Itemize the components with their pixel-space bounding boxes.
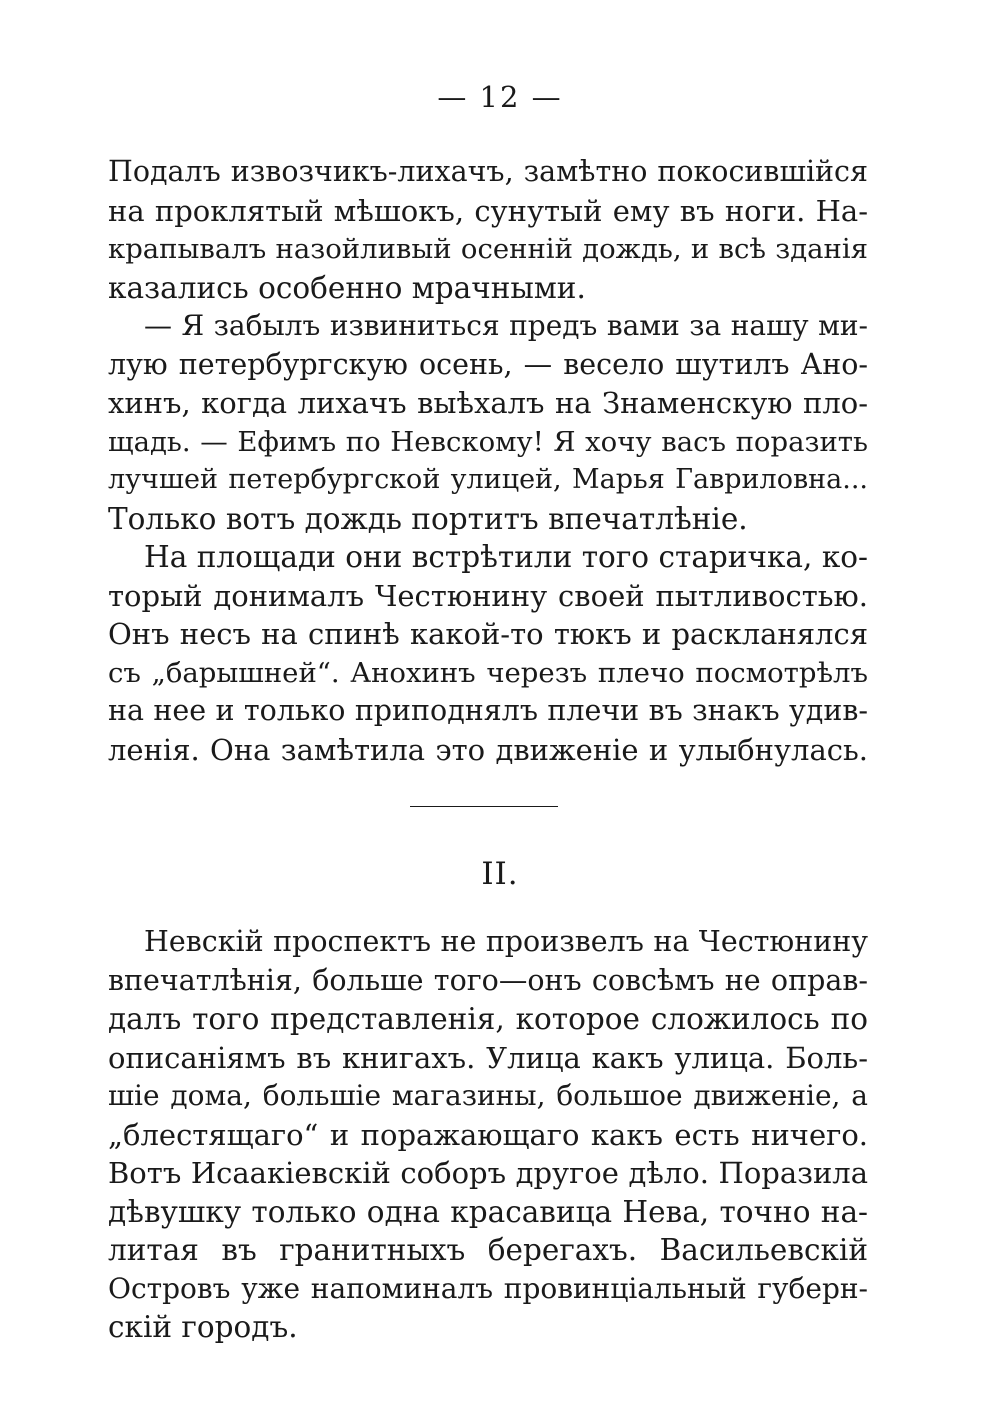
text-line: крапывалъ назойливый осенній дождь, и всѣ зданія — [108, 233, 868, 265]
text-line: на нее и только приподнялъ плечи въ знакъ удив- — [108, 694, 868, 727]
text-line: далъ того представленія, которое сложилось по — [108, 1002, 868, 1036]
page-number: — 12 — — [437, 80, 563, 114]
text-line: лучшей петербургской улицей, Марья Гавриловна... — [108, 464, 868, 495]
section-1-text — [108, 153, 868, 769]
text-line: описаніямъ въ книгахъ. Улица какъ улица. Боль- — [108, 1040, 868, 1075]
text-line: щадь. — Ефимъ по Невскому! Я хочу васъ поразить — [108, 425, 868, 458]
text-line: шіе дома, большіе магазины, большое движеніе, а — [108, 1079, 868, 1112]
text-line: дѣвушку только одна красавица Нева, точно на- — [108, 1194, 868, 1229]
text-line: „блестящаго“ и поражающаго какъ есть ничего. — [108, 1117, 868, 1152]
chapter-heading: II. — [481, 856, 519, 892]
text-line: Невскій проспектъ не произвелъ на Честюнину — [144, 925, 868, 958]
text-line: Онъ несъ на спинѣ какой-то тюкъ и раскланялся — [108, 617, 868, 651]
section-divider — [410, 806, 558, 807]
text-line: Вотъ Исаакіевскій соборъ другое дѣло. Поразила — [108, 1156, 868, 1190]
text-line: съ „барышней“. Анохинъ черезъ плечо посмотрѣлъ — [108, 656, 868, 689]
text-line: Островъ уже напоминалъ провинціальный губерн- — [108, 1271, 868, 1305]
text-line: лую петербургскую осень, — весело шутилъ Ано- — [108, 347, 868, 381]
text-line: литая въ гранитныхъ берегахъ. Васильевскій — [108, 1233, 868, 1267]
section-2-text — [108, 923, 868, 1347]
text-line: казались особенно мрачными. — [108, 270, 586, 305]
text-line: ленія. Она замѣтила это движеніе и улыбнулась. — [108, 732, 868, 767]
text-line: торый донималъ Честюнину своей пытливостью. — [108, 578, 868, 613]
text-line: хинъ, когда лихачъ выѣхалъ на Знаменскую пло- — [108, 386, 868, 420]
text-line: впечатлѣнія, больше того—онъ совсѣмъ не оправ- — [108, 963, 868, 997]
text-line: на проклятый мѣшокъ, сунутый ему въ ноги. На- — [108, 193, 868, 228]
text-line: На площади они встрѣтили того старичка, ко- — [144, 540, 868, 574]
text-line: Только вотъ дождь портитъ впечатлѣніе. — [108, 501, 748, 536]
text-line: Подалъ извозчикъ-лихачъ, замѣтно покосившійся — [108, 155, 868, 188]
text-line: — Я забылъ извиниться предъ вами за нашу ми- — [144, 309, 868, 342]
text-line: скій городъ. — [108, 1310, 298, 1344]
